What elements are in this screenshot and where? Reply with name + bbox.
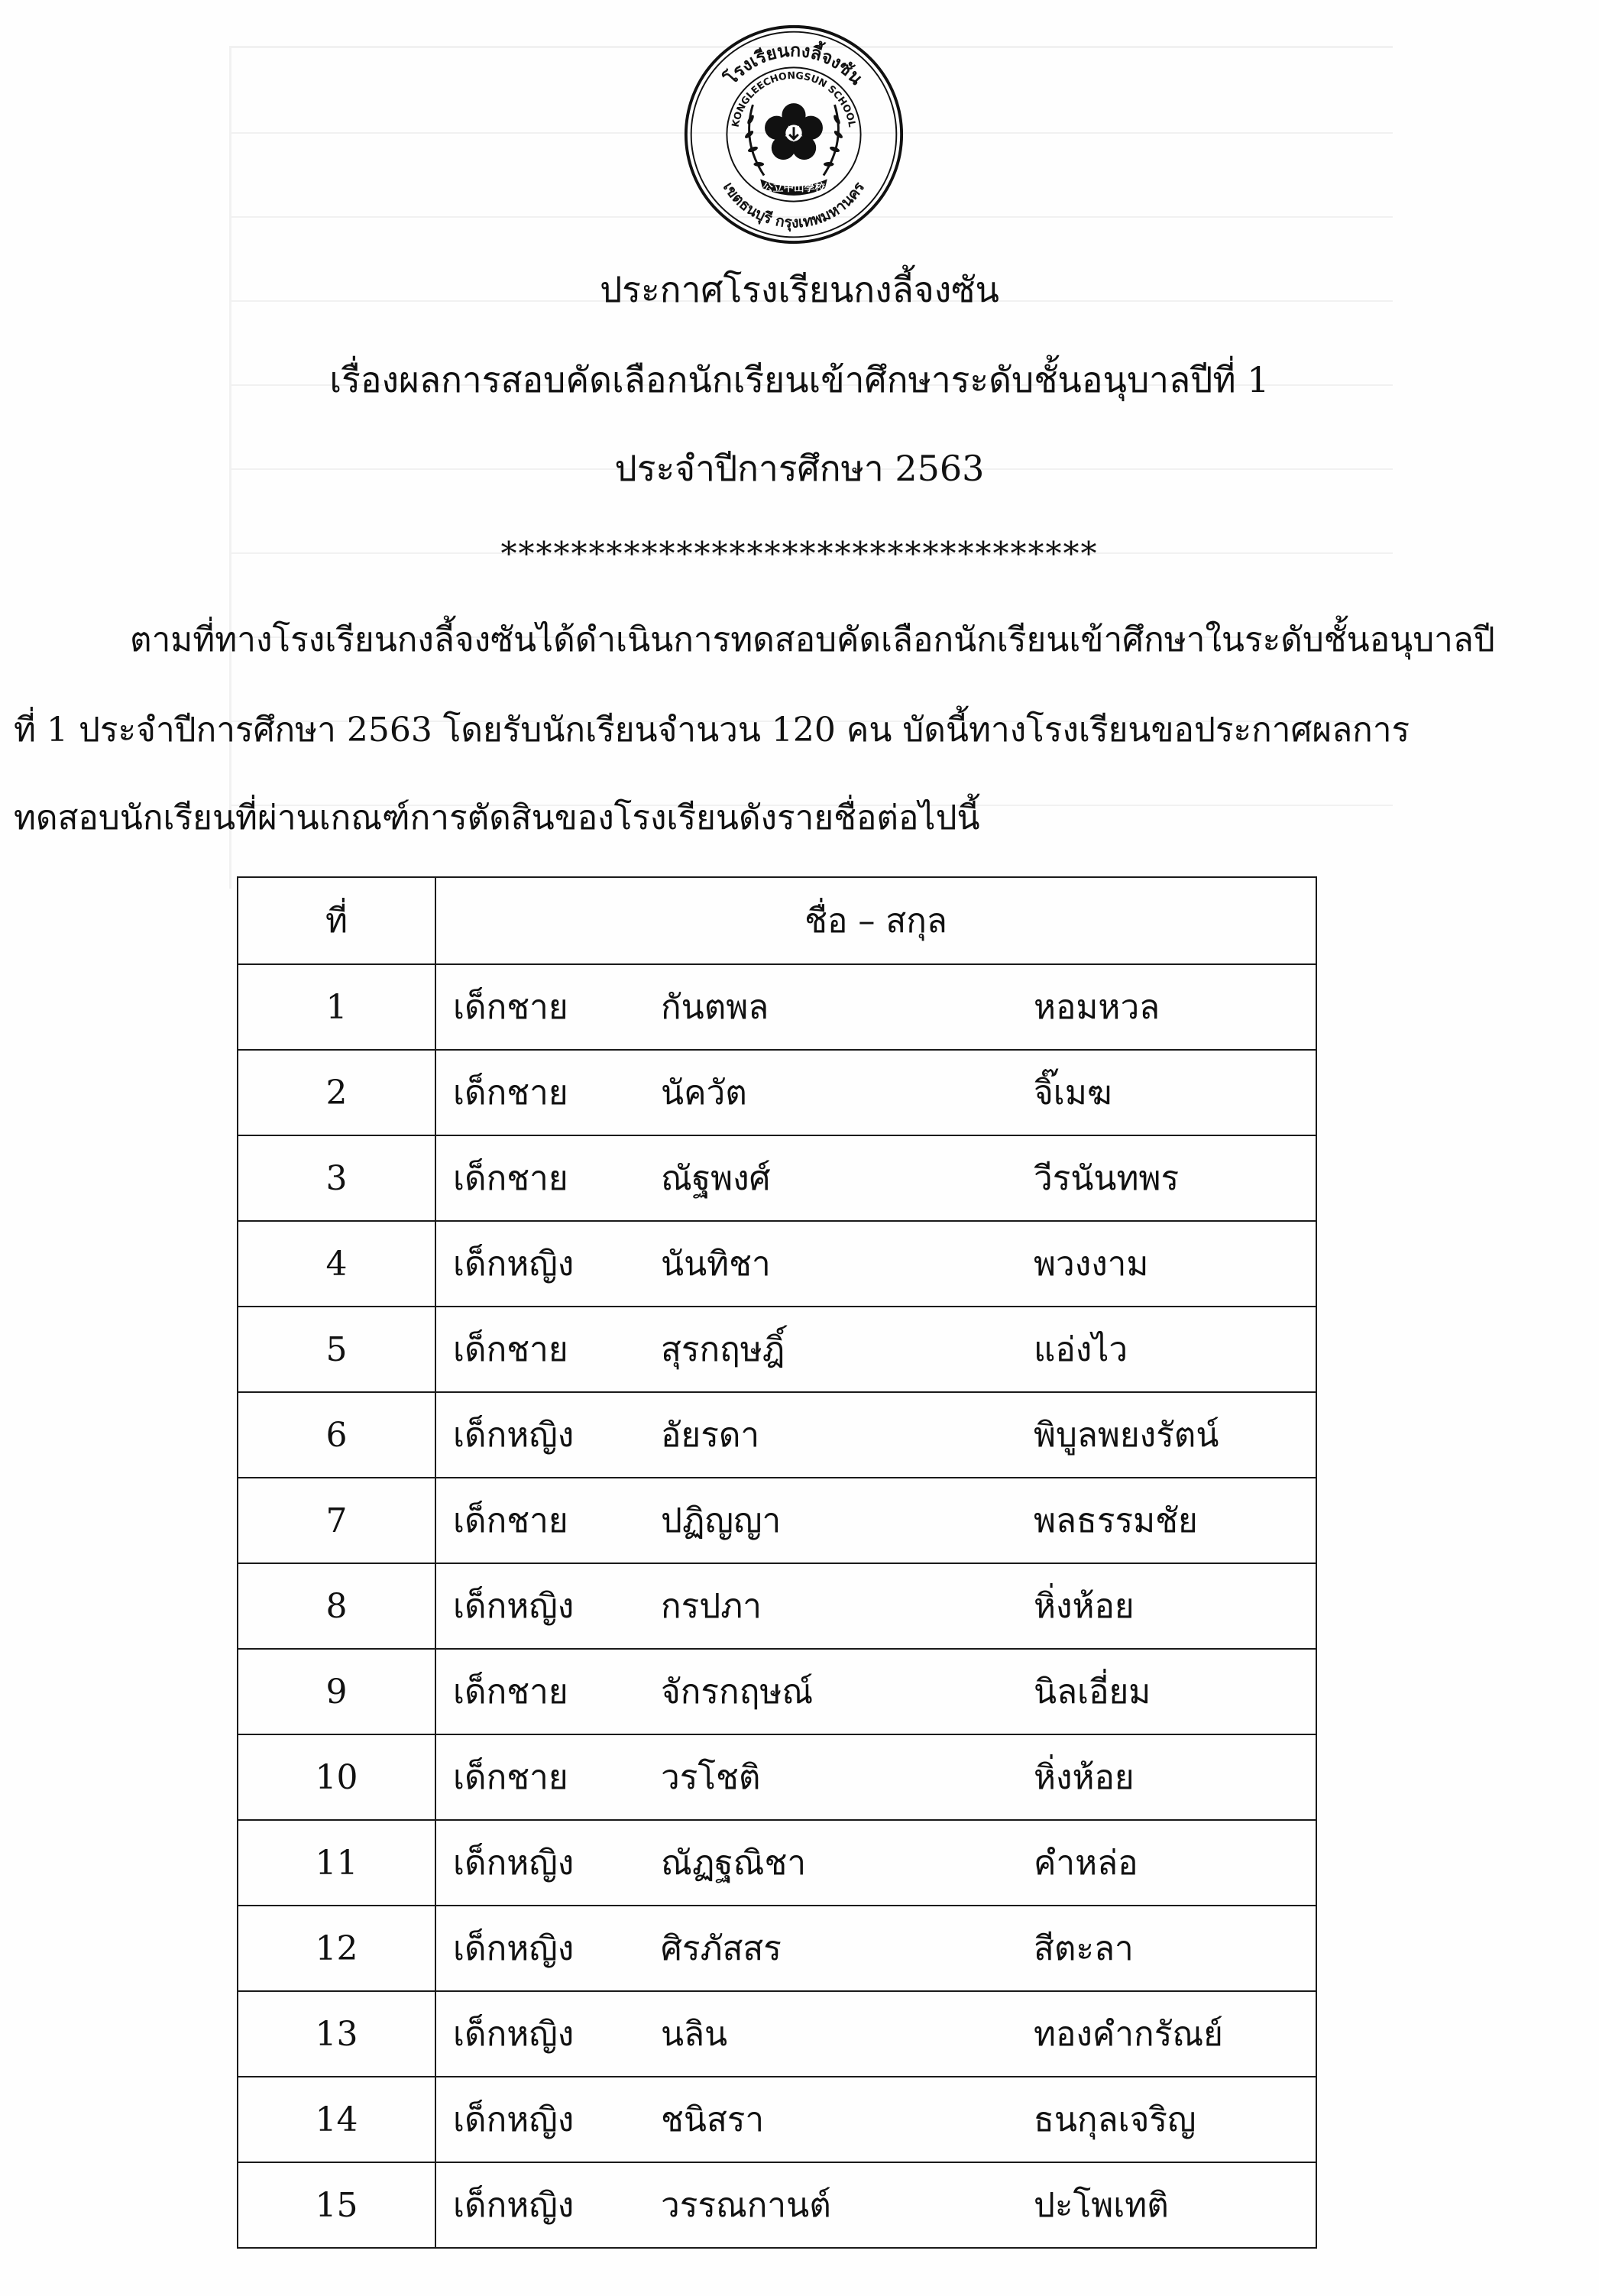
table-row xyxy=(238,1135,1316,1221)
student-number: 14 xyxy=(238,2077,435,2162)
student-full-name xyxy=(435,1221,1316,1307)
student-number: 12 xyxy=(238,1906,435,1991)
table-row xyxy=(238,1307,1316,1392)
table-row xyxy=(238,1563,1316,1649)
svg-text:KONGLEECHONGSUN SCHOOL: KONGLEECHONGSUN SCHOOL xyxy=(729,69,859,128)
student-last-name: พลธรรมชัย xyxy=(1034,1501,1198,1540)
student-full-name xyxy=(435,1135,1316,1221)
student-roster-table xyxy=(237,876,1317,2249)
student-full-name xyxy=(435,2162,1316,2248)
student-full-name xyxy=(435,1991,1316,2077)
student-full-name xyxy=(435,1563,1316,1649)
student-full-name xyxy=(435,1478,1316,1563)
table-row xyxy=(238,1050,1316,1135)
student-full-name xyxy=(435,964,1316,1050)
announcement-subject: เรื่องผลการสอบคัดเลือกนักเรียนเข้าศึกษาระดับชั้นอนุบาลปีที่ 1 xyxy=(329,359,1270,400)
student-first-name: ปฏิญญา xyxy=(661,1501,782,1540)
table-row xyxy=(238,1392,1316,1478)
body-paragraph-line-3: ทดสอบนักเรียนที่ผ่านเกณฑ์การตัดสินของโรงเรียนดังรายชื่อต่อไปนี้ xyxy=(14,798,980,837)
student-title: เด็กชาย xyxy=(453,1758,568,1797)
table-row xyxy=(238,2162,1316,2248)
student-first-name: นัควัต xyxy=(661,1074,747,1112)
academic-year: ประจำปีการศึกษา 2563 xyxy=(614,448,985,489)
student-title: เด็กชาย xyxy=(453,1501,568,1540)
table-row xyxy=(238,1906,1316,1991)
student-last-name: ปะโพเทติ xyxy=(1034,2186,1169,2225)
student-title: เด็กหญิง xyxy=(453,1929,575,1968)
body-paragraph-line-2: ที่ 1 ประจำปีการศึกษา 2563 โดยรับนักเรียนจำนวน 120 คน บัดนี้ทางโรงเรียนขอประกาศผลการ xyxy=(14,711,1410,750)
student-first-name: ศิรภัสสร xyxy=(661,1929,782,1968)
student-number: 6 xyxy=(238,1392,435,1478)
student-last-name: หิ่งห้อย xyxy=(1034,1587,1135,1626)
announcement-title: ประกาศโรงเรียนกงลี้จงซัน xyxy=(600,269,999,310)
svg-text:โรงเรียนกงลี้จงซัน: โรงเรียนกงลี้จงซัน xyxy=(720,39,868,89)
student-full-name xyxy=(435,1734,1316,1820)
student-full-name xyxy=(435,1906,1316,1991)
student-last-name: พวงงาม xyxy=(1034,1245,1149,1284)
student-first-name: วรรณกานต์ xyxy=(661,2186,831,2225)
student-title: เด็กหญิง xyxy=(453,1416,575,1455)
student-last-name: วีรนันทพร xyxy=(1034,1159,1180,1198)
student-title: เด็กชาย xyxy=(453,988,568,1027)
header-number: ที่ xyxy=(238,877,435,964)
student-title: เด็กชาย xyxy=(453,1330,568,1369)
student-full-name xyxy=(435,1820,1316,1906)
student-first-name: วรโชติ xyxy=(661,1758,761,1797)
student-title: เด็กหญิง xyxy=(453,1844,575,1883)
student-number: 3 xyxy=(238,1135,435,1221)
student-number: 11 xyxy=(238,1820,435,1906)
student-full-name xyxy=(435,1649,1316,1734)
student-first-name: กรปภา xyxy=(661,1587,762,1626)
student-number: 2 xyxy=(238,1050,435,1135)
svg-text:เขตธนบุรี กรุงเทพมหานคร: เขตธนบุรี กรุงเทพมหานคร xyxy=(719,179,869,232)
student-title: เด็กหญิง xyxy=(453,2100,575,2139)
separator-stars: ********************************** xyxy=(500,535,1099,572)
student-title: เด็กหญิง xyxy=(453,2015,575,2054)
student-first-name: กันตพล xyxy=(661,988,769,1027)
roster-body xyxy=(238,964,1316,2248)
student-title: เด็กชาย xyxy=(453,1159,568,1198)
table-row xyxy=(238,1991,1316,2077)
student-title: เด็กชาย xyxy=(453,1673,568,1711)
table-row xyxy=(238,1478,1316,1563)
student-number: 5 xyxy=(238,1307,435,1392)
student-last-name: สีตะลา xyxy=(1034,1929,1134,1968)
student-first-name: ณัฏฐณิชา xyxy=(661,1844,807,1883)
student-full-name xyxy=(435,1307,1316,1392)
student-last-name: ทองคำกรัณย์ xyxy=(1034,2015,1223,2054)
student-number: 4 xyxy=(238,1221,435,1307)
student-last-name: หิ่งห้อย xyxy=(1034,1758,1135,1797)
table-row xyxy=(238,1221,1316,1307)
student-first-name: อัยรดา xyxy=(661,1416,760,1455)
table-header-row xyxy=(238,877,1316,964)
svg-text:公立中山學校: 公立中山學校 xyxy=(762,181,825,194)
student-full-name xyxy=(435,1392,1316,1478)
student-number: 13 xyxy=(238,1991,435,2077)
student-title: เด็กหญิง xyxy=(453,2186,575,2225)
student-last-name: หอมหวล xyxy=(1034,988,1160,1027)
student-number: 1 xyxy=(238,964,435,1050)
student-first-name: ณัฐพงศ์ xyxy=(661,1159,771,1198)
student-number: 15 xyxy=(238,2162,435,2248)
student-full-name xyxy=(435,1050,1316,1135)
table-row xyxy=(238,2077,1316,2162)
table-row xyxy=(238,1820,1316,1906)
student-title: เด็กหญิง xyxy=(453,1245,575,1284)
student-first-name: จักรกฤษณ์ xyxy=(661,1673,814,1711)
student-last-name: นิลเอี่ยม xyxy=(1034,1673,1151,1711)
table-row xyxy=(238,1734,1316,1820)
student-title: เด็กชาย xyxy=(453,1074,568,1112)
table-row xyxy=(238,964,1316,1050)
body-paragraph-line-1: ตามที่ทางโรงเรียนกงลี้จงซันได้ดำเนินการทดสอบคัดเลือกนักเรียนเข้าศึกษาในระดับชั้นอนุบาลปี xyxy=(130,620,1495,659)
student-first-name: นลิน xyxy=(661,2015,728,2054)
student-first-name: สุรกฤษฎิ์ xyxy=(661,1330,785,1369)
student-number: 7 xyxy=(238,1478,435,1563)
student-last-name: คำหล่อ xyxy=(1034,1844,1138,1883)
student-last-name: แอ่งไว xyxy=(1034,1330,1128,1369)
student-last-name: ธนกุลเจริญ xyxy=(1034,2100,1196,2139)
student-number: 10 xyxy=(238,1734,435,1820)
student-number: 8 xyxy=(238,1563,435,1649)
student-first-name: นันทิชา xyxy=(661,1245,771,1284)
student-number: 9 xyxy=(238,1649,435,1734)
school-seal-logo xyxy=(682,23,905,246)
student-title: เด็กหญิง xyxy=(453,1587,575,1626)
student-last-name: จิ๊เมฆ xyxy=(1034,1074,1112,1112)
student-first-name: ชนิสรา xyxy=(661,2100,765,2139)
student-full-name xyxy=(435,2077,1316,2162)
header-full-name: ชื่อ – สกุล xyxy=(435,877,1316,964)
student-last-name: พิบูลพยงรัตน์ xyxy=(1034,1416,1219,1455)
table-row xyxy=(238,1649,1316,1734)
